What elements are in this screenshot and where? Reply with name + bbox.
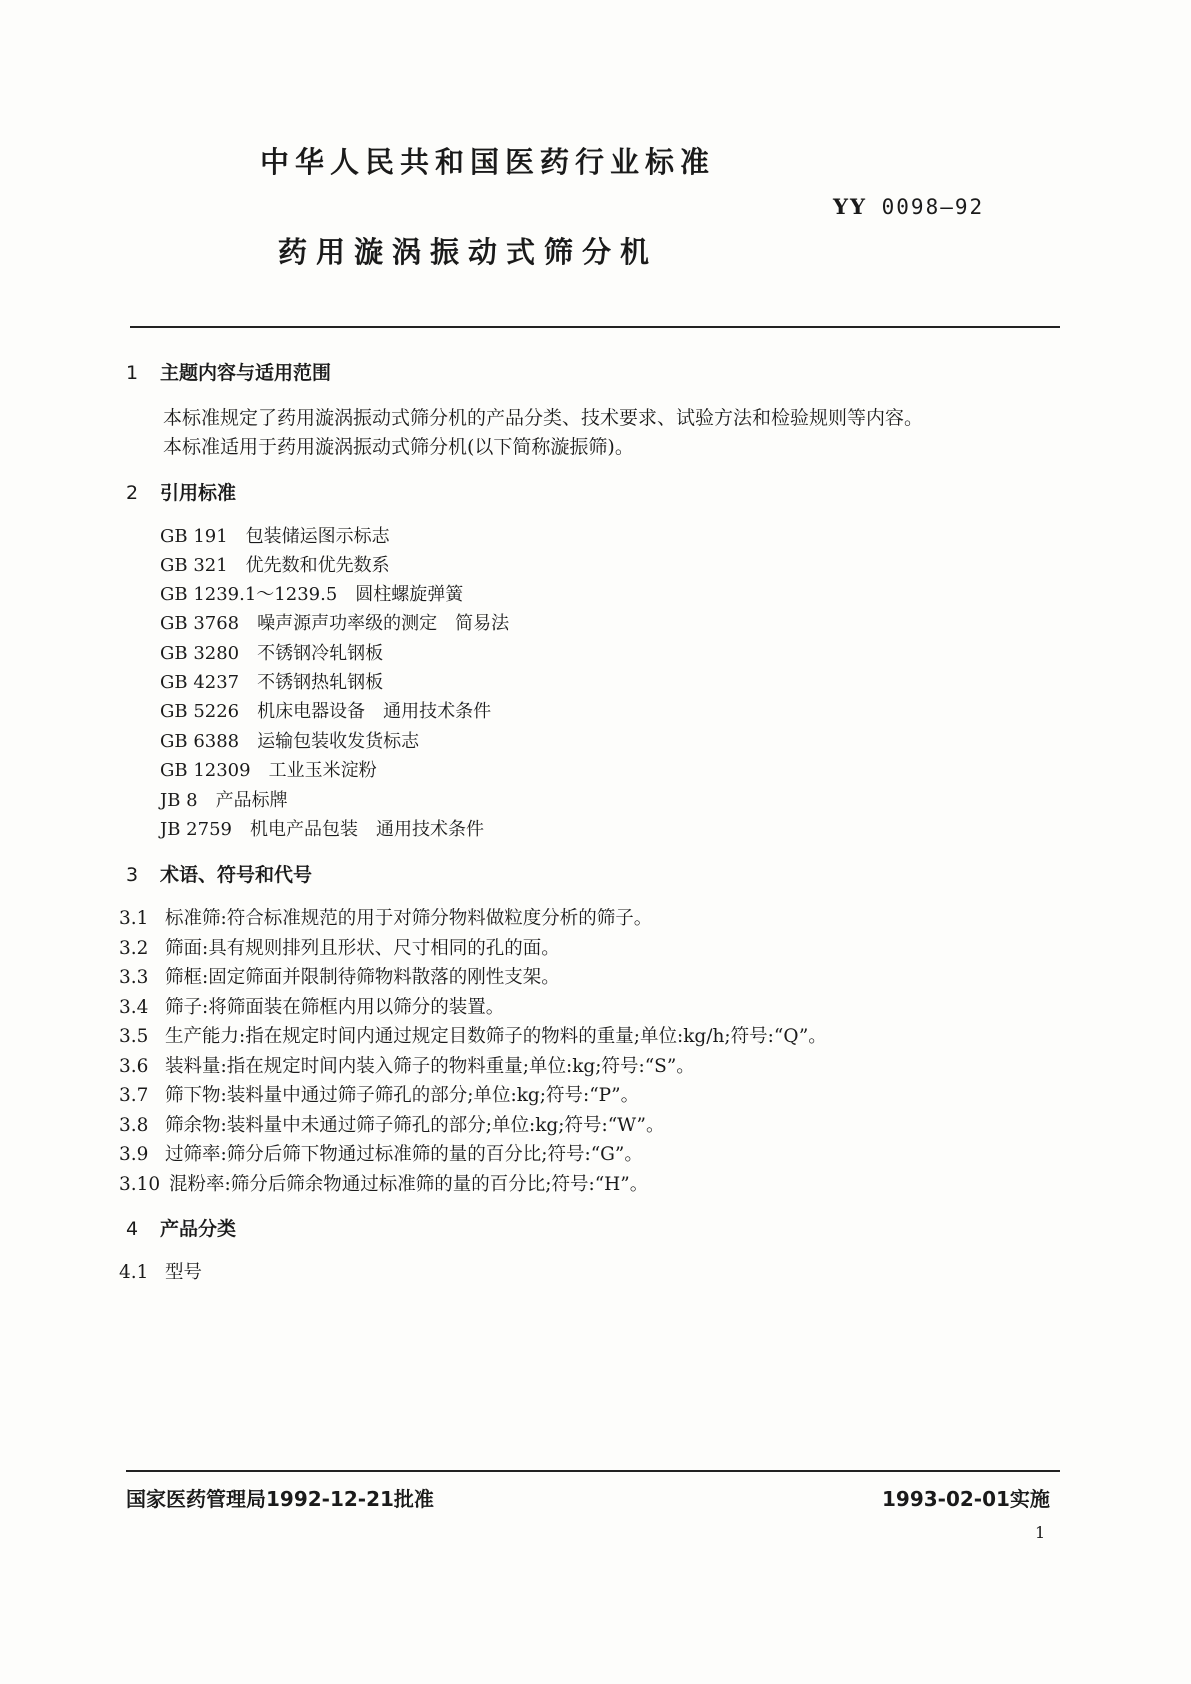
reference-item: GB 321 优先数和优先数系 bbox=[160, 555, 390, 576]
term-number: 3.4 bbox=[119, 997, 149, 1018]
approval-line: 国家医药管理局1992-12-21批准 bbox=[126, 1487, 434, 1511]
term-number: 3.5 bbox=[119, 1026, 149, 1047]
term-number: 3.8 bbox=[119, 1115, 149, 1136]
term-item bbox=[119, 934, 560, 960]
term-text: 混粉率:筛分后筛余物通过标准筛的量的百分比;符号:“H”。 bbox=[169, 1174, 649, 1195]
term-item bbox=[119, 1022, 827, 1048]
term-text: 筛面:具有规则排列且形状、尺寸相同的孔的面。 bbox=[165, 938, 560, 959]
term-text: 筛余物:装料量中未通过筛子筛孔的部分;单位:kg;符号:“W”。 bbox=[165, 1115, 665, 1136]
standard-number: 0098—92 bbox=[881, 195, 985, 219]
section-number: 1 bbox=[126, 362, 139, 384]
section-number: 2 bbox=[126, 482, 139, 504]
reference-item: GB 191 包装储运图示标志 bbox=[160, 526, 390, 547]
standard-prefix: YY bbox=[833, 194, 867, 219]
term-item bbox=[119, 1081, 639, 1107]
section-1-heading bbox=[126, 358, 331, 385]
section-title: 术语、符号和代号 bbox=[160, 864, 313, 886]
term-item bbox=[119, 993, 504, 1019]
page-number: 1 bbox=[1035, 1523, 1046, 1542]
reference-item: GB 4237 不锈钢热轧钢板 bbox=[160, 672, 384, 693]
subsection-item bbox=[119, 1258, 202, 1284]
term-number: 3.9 bbox=[119, 1144, 149, 1165]
term-text: 筛框:固定筛面并限制待筛物料散落的刚性支架。 bbox=[165, 967, 560, 988]
doc-title: 药用漩涡振动式筛分机 bbox=[278, 235, 659, 269]
reference-item: GB 1239.1～1239.5 圆柱螺旋弹簧 bbox=[160, 584, 464, 605]
reference-item: GB 3280 不锈钢冷轧钢板 bbox=[160, 643, 384, 664]
term-text: 标准筛:符合标准规范的用于对筛分物料做粒度分析的筛子。 bbox=[165, 908, 653, 929]
term-text: 装料量:指在规定时间内装入筛子的物料重量;单位:kg;符号:“S”。 bbox=[165, 1056, 695, 1077]
term-number: 3.10 bbox=[119, 1174, 161, 1195]
term-text: 筛子:将筛面装在筛框内用以筛分的装置。 bbox=[165, 997, 505, 1018]
reference-item: GB 5226 机床电器设备 通用技术条件 bbox=[160, 701, 492, 722]
org-title: 中华人民共和国医药行业标准 bbox=[260, 145, 716, 179]
section-number: 3 bbox=[126, 864, 139, 886]
section-number: 4 bbox=[126, 1218, 139, 1240]
term-item bbox=[119, 963, 560, 989]
section-title: 引用标准 bbox=[160, 482, 237, 504]
subsection-number: 4.1 bbox=[119, 1262, 149, 1283]
term-number: 3.7 bbox=[119, 1085, 149, 1106]
section-2-heading bbox=[126, 478, 236, 505]
effective-date: 1993-02-01实施 bbox=[882, 1487, 1050, 1511]
term-text: 生产能力:指在规定时间内通过规定目数筛子的物料的重量;单位:kg/h;符号:“Q”。 bbox=[165, 1026, 827, 1047]
standard-code bbox=[833, 194, 984, 219]
section-title: 产品分类 bbox=[160, 1218, 237, 1240]
reference-item: JB 2759 机电产品包装 通用技术条件 bbox=[160, 819, 484, 840]
term-number: 3.3 bbox=[119, 967, 149, 988]
reference-item: GB 12309 工业玉米淀粉 bbox=[160, 760, 377, 781]
term-item bbox=[119, 1052, 695, 1078]
subsection-text: 型号 bbox=[165, 1262, 203, 1283]
term-item bbox=[119, 1170, 648, 1196]
reference-item: GB 3768 噪声源声功率级的测定 简易法 bbox=[160, 613, 510, 634]
term-item bbox=[119, 1111, 665, 1137]
term-number: 3.1 bbox=[119, 908, 149, 929]
section-3-heading bbox=[126, 860, 312, 887]
term-text: 过筛率:筛分后筛下物通过标准筛的量的百分比;符号:“G”。 bbox=[165, 1144, 643, 1165]
term-text: 筛下物:装料量中通过筛子筛孔的部分;单位:kg;符号:“P”。 bbox=[165, 1085, 640, 1106]
term-item bbox=[119, 904, 652, 930]
term-number: 3.2 bbox=[119, 938, 149, 959]
reference-item: GB 6388 运输包装收发货标志 bbox=[160, 731, 420, 752]
paragraph: 本标准规定了药用漩涡振动式筛分机的产品分类、技术要求、试验方法和检验规则等内容。 bbox=[163, 407, 924, 429]
footer-rule bbox=[126, 1470, 1060, 1472]
section-4-heading bbox=[126, 1214, 236, 1241]
header-rule bbox=[130, 326, 1060, 328]
paragraph: 本标准适用于药用漩涡振动式筛分机(以下简称漩振筛)。 bbox=[163, 436, 634, 458]
section-title: 主题内容与适用范围 bbox=[160, 362, 332, 384]
term-number: 3.6 bbox=[119, 1056, 149, 1077]
reference-item: JB 8 产品标牌 bbox=[160, 790, 288, 811]
term-item bbox=[119, 1140, 643, 1166]
